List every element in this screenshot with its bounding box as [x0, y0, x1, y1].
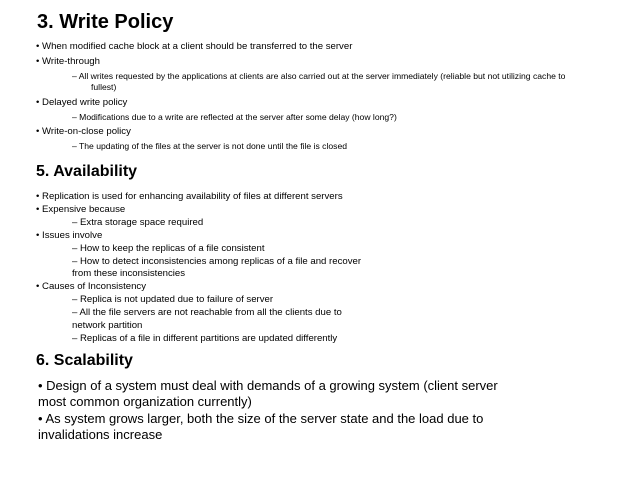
heading-availability: 5. Availability [36, 163, 138, 180]
bullet-line: • Issues involve [36, 230, 103, 241]
sub-bullet-line: – Modifications due to a write are reflected at the server after some delay (how long?) [72, 112, 397, 122]
bullet-line: • Expensive because [36, 204, 126, 215]
heading-scalability: 6. Scalability [36, 352, 133, 369]
bullet-line-continuation: most common organization currently) [38, 394, 252, 409]
sub-bullet-line: – How to detect inconsistencies among replicas of a file and recover [72, 256, 362, 267]
bullet-line: • When modified cache block at a client should be transferred to the server [36, 41, 353, 52]
bullet-line-continuation: invalidations increase [38, 427, 163, 442]
heading-write-policy: 3. Write Policy [37, 11, 174, 33]
sub-bullet-line: – Replica is not updated due to failure of server [72, 294, 274, 305]
sub-bullet-line: – All writes requested by the applications at clients are also carried out at the server immediately (reliable but not utilizing cache to [72, 71, 566, 81]
bullet-line: • Write-through [36, 56, 100, 67]
sub-bullet-line: – Replicas of a file in different partitions are updated differently [72, 333, 338, 344]
bullet-line: • Causes of Inconsistency [36, 281, 147, 292]
bullet-line: • Design of a system must deal with demands of a growing system (client server [38, 378, 498, 393]
bullet-line: • Write-on-close policy [36, 126, 131, 137]
sub-bullet-line: – All the file servers are not reachable from all the clients due to [72, 307, 342, 318]
bullet-line: • Replication is used for enhancing availability of files at different servers [36, 191, 343, 202]
sub-bullet-line: network partition [72, 320, 143, 331]
sub-bullet-line: – The updating of the files at the server is not done until the file is closed [72, 141, 348, 151]
bullet-line: • As system grows larger, both the size of the server state and the load due to [38, 411, 484, 426]
sub-bullet-line: – How to keep the replicas of a file consistent [72, 243, 265, 254]
sub-bullet-line: – Extra storage space required [72, 217, 204, 228]
sub-bullet-line: fullest) [91, 82, 117, 92]
bullet-line: • Delayed write policy [36, 97, 128, 108]
sub-bullet-line: from these inconsistencies [72, 268, 186, 279]
